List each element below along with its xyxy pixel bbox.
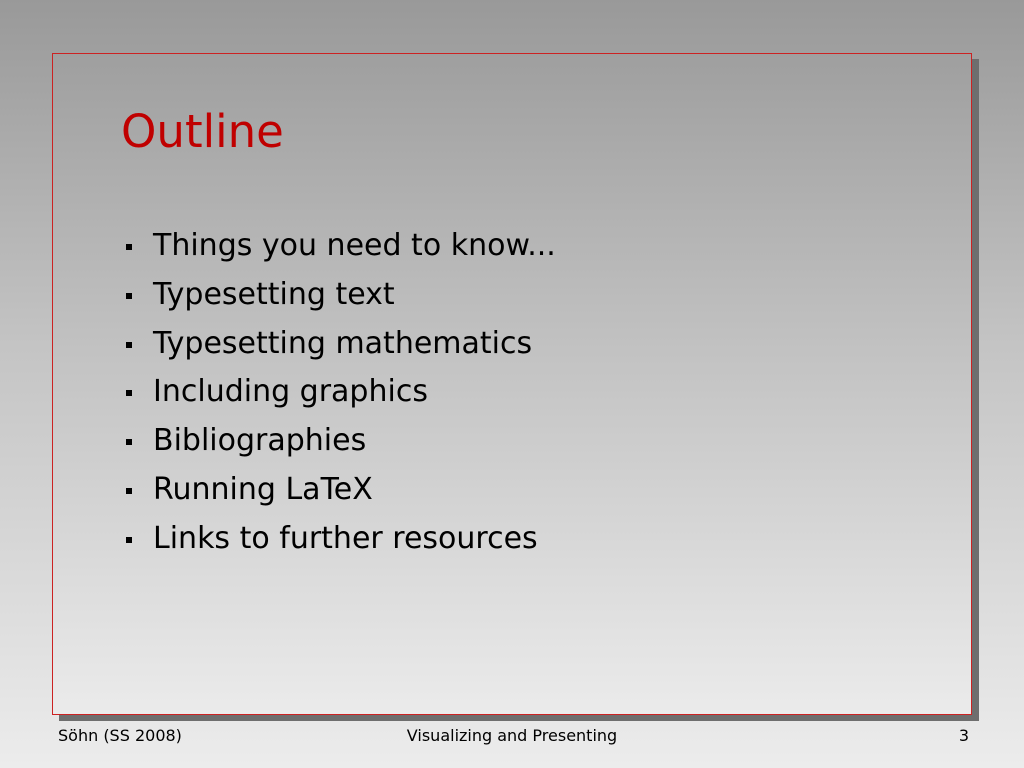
list-item: [123, 368, 556, 417]
list-item: [123, 466, 556, 515]
list-item-text: Running LaTeX: [153, 471, 373, 507]
slide-footer: [0, 724, 1024, 748]
slide-frame: [52, 53, 972, 715]
list-item-text: Including graphics: [153, 374, 428, 410]
list-item-text: Typesetting mathematics: [153, 325, 533, 361]
bullet-list: [123, 222, 556, 564]
list-item: [123, 320, 556, 369]
square-bullet-icon: [126, 439, 132, 445]
square-bullet-icon: [126, 293, 132, 299]
list-item: [123, 417, 556, 466]
list-item-text: Bibliographies: [153, 423, 367, 459]
list-item-text: Links to further resources: [153, 520, 538, 556]
square-bullet-icon: [126, 342, 132, 348]
square-bullet-icon: [126, 537, 132, 543]
footer-course-title: Visualizing and Presenting: [406, 726, 618, 745]
slide-title: Outline: [121, 105, 284, 158]
list-item: [123, 271, 556, 320]
square-bullet-icon: [126, 390, 132, 396]
square-bullet-icon: [126, 244, 132, 250]
footer-author: Söhn (SS 2008): [58, 726, 182, 745]
list-item-text: Typesetting text: [153, 276, 395, 312]
footer-page-number: 3: [958, 726, 969, 745]
list-item-text: Things you need to know...: [153, 228, 556, 263]
list-item: [123, 222, 556, 271]
square-bullet-icon: [126, 488, 132, 494]
list-item: [123, 515, 556, 564]
